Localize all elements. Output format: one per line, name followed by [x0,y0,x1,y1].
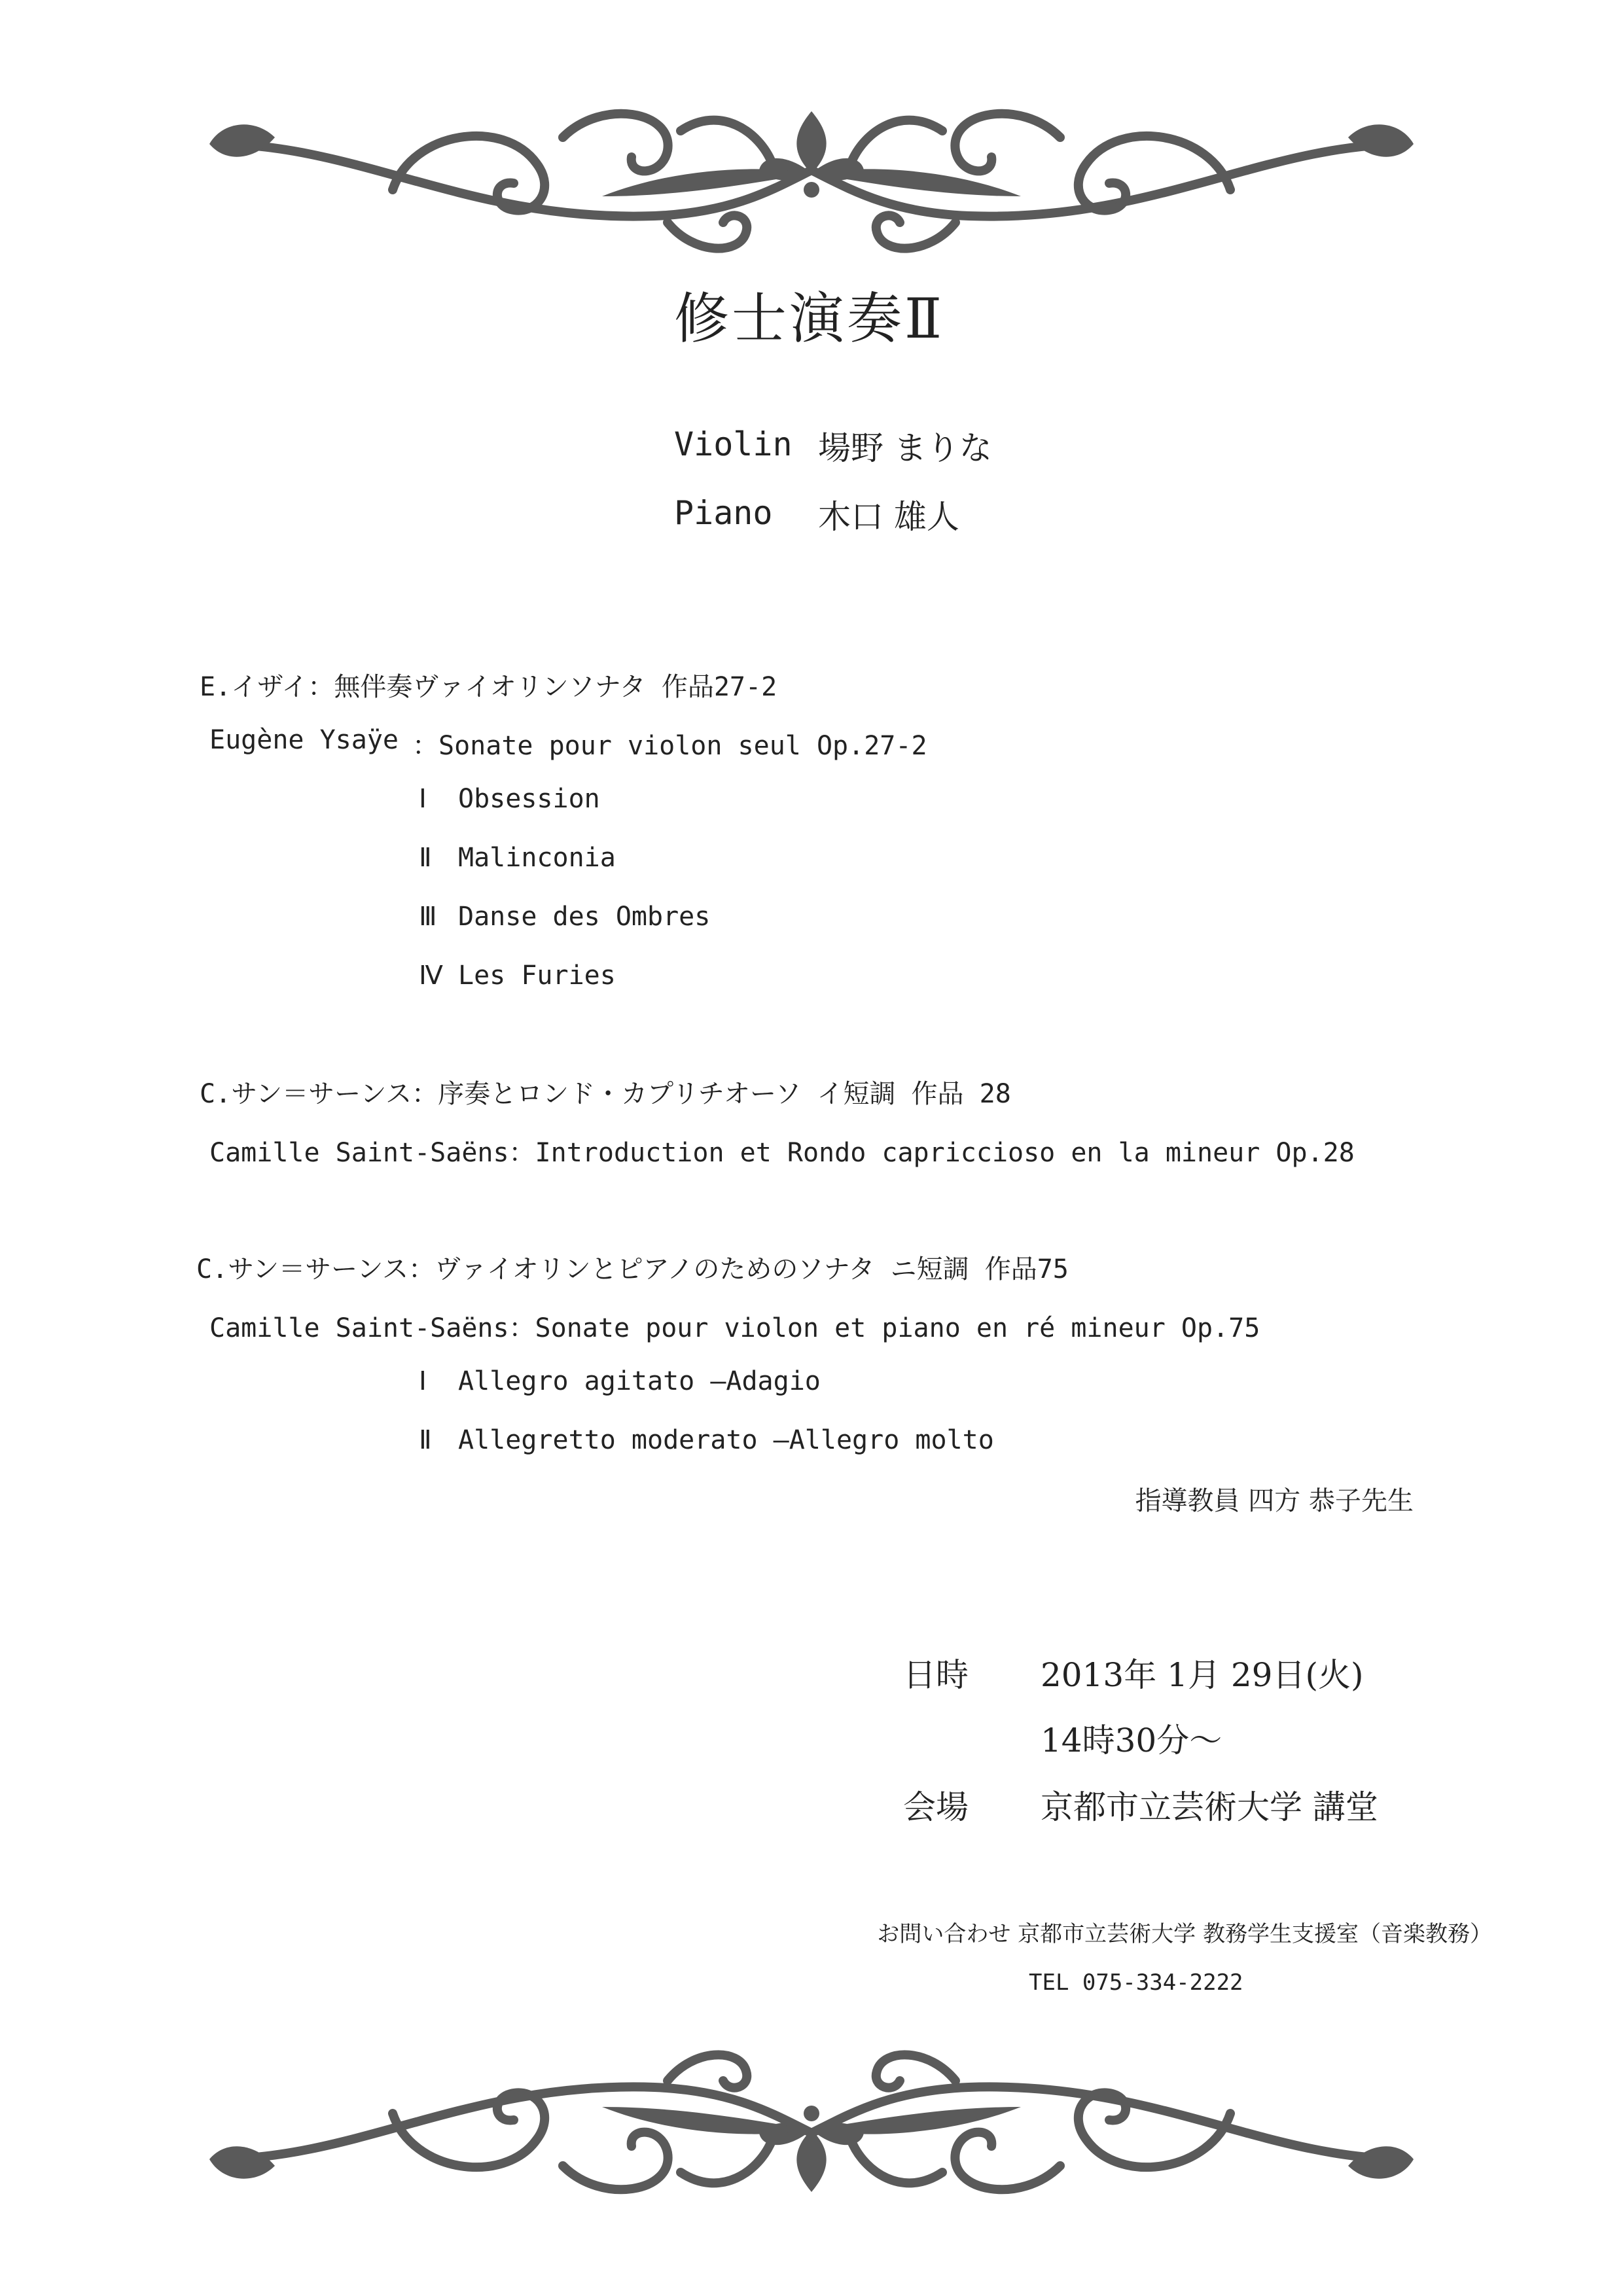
contact-tel: TEL 075-334-2222 [1029,1969,1243,1996]
event-date: 2013年 1月 29日(火) [1041,1656,1364,1694]
event-venue: 京都市立芸術大学 講堂 [1041,1788,1378,1826]
ysaye-movement-3-num: Ⅲ [419,902,437,932]
program-rondo-en: Camille Saint-Saëns：Introduction et Rondo capriccioso en la mineur Op.28 [209,1138,1355,1168]
program-ysaye-composer-en: Eugène Ysaÿe [209,725,399,755]
program-rondo-jp: C.サン＝サーンス：序奏とロンド・カプリチオーソ イ短調 作品 28 [200,1079,1011,1109]
program-sonata-en: Camille Saint-Saëns：Sonate pour violon et piano en ré mineur Op.75 [209,1313,1260,1343]
sonata-movement-2-num: Ⅱ [419,1425,432,1455]
bottom-ornament [196,2041,1427,2212]
ysaye-movement-1-title: Obsession [458,784,600,814]
ysaye-movement-2-num: Ⅱ [419,843,432,873]
performer-violin-instrument: Violin [674,425,793,463]
venue-label: 会場 [903,1788,969,1826]
ysaye-movement-3-title: Danse des Ombres [458,902,711,932]
performer-violin-name: 場野 まりな [818,429,992,467]
contact-line: お問い合わせ 京都市立芸術大学 教務学生支援室（音楽教務） [877,1921,1492,1947]
ysaye-movement-1-num: Ⅰ [419,784,427,814]
sonata-movement-1-num: Ⅰ [419,1366,427,1396]
performer-piano-instrument: Piano [674,494,773,532]
sonata-movement-1-title: Allegro agitato ―Adagio [458,1366,821,1396]
program-sonata-jp: C.サン＝サーンス：ヴァイオリンとピアノのためのソナタ ニ短調 作品75 [196,1254,1069,1284]
date-label: 日時 [903,1656,969,1694]
page-title: 修士演奏Ⅱ [674,287,945,351]
ysaye-movement-2-title: Malinconia [458,843,616,873]
performer-piano-name: 木口 雄人 [818,498,959,536]
ysaye-movement-4-num: Ⅳ [419,961,443,991]
event-time: 14時30分～ [1041,1722,1222,1759]
sonata-movement-2-title: Allegretto moderato ―Allegro molto [458,1425,994,1455]
top-ornament [196,92,1427,262]
ysaye-movement-4-title: Les Furies [458,961,616,991]
program-ysaye-jp: E.イザイ：無伴奏ヴァイオリンソナタ 作品27-2 [200,672,777,702]
program-ysaye-work-en: ：Sonate pour violon seul Op.27-2 [412,731,927,761]
teacher: 指導教員 四方 恭子先生 [1135,1486,1414,1516]
